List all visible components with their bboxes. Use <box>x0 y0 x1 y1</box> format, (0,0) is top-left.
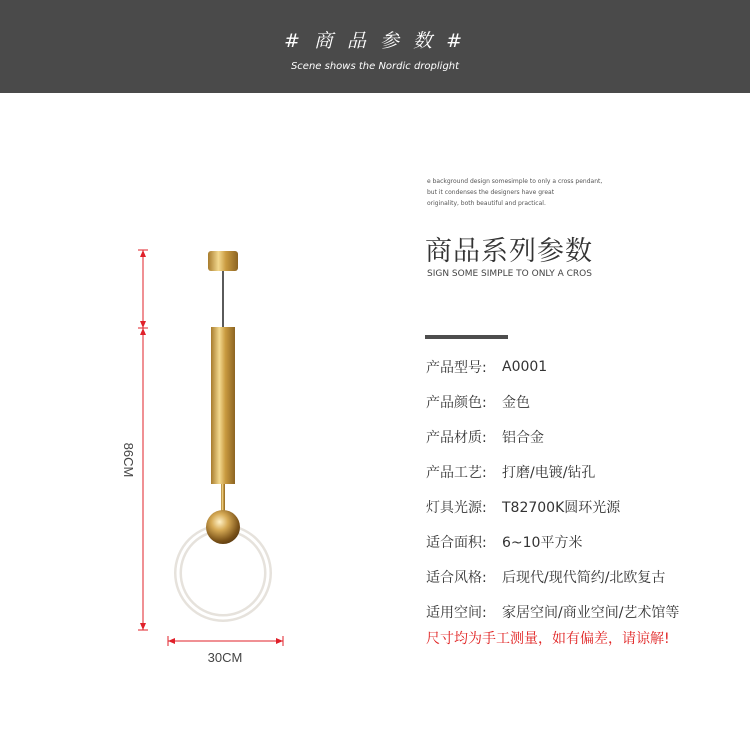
param-row-light-source <box>426 489 679 524</box>
ceiling-canopy <box>208 251 238 271</box>
param-value: 6~10平方米 <box>502 534 583 551</box>
header-subtitle: Scene shows the Nordic droplight <box>290 61 460 72</box>
series-subtitle: SIGN SOME SIMPLE TO ONLY A CROS <box>427 269 592 279</box>
param-value: 打磨/电镀/钻孔 <box>502 464 596 481</box>
gold-tube <box>211 327 235 484</box>
param-key: 适合风格: <box>426 569 487 586</box>
param-key: 产品颜色: <box>426 394 487 411</box>
param-row-color <box>426 384 679 419</box>
param-value: A0001 <box>502 358 548 375</box>
intro-line: originality, both beautiful and practical. <box>427 200 546 207</box>
param-key: 灯具光源: <box>426 499 487 516</box>
param-value: 家居空间/商业空间/艺术馆等 <box>502 604 680 621</box>
width-label: 30CM <box>207 650 243 665</box>
param-value: T82700K圆环光源 <box>502 499 621 516</box>
height-label: 86CM <box>121 442 136 478</box>
header-banner <box>0 0 750 93</box>
param-key: 产品工艺: <box>426 464 487 481</box>
gold-ball <box>206 510 240 544</box>
pendant-lamp-illustration <box>120 235 310 675</box>
lamp-diagram <box>120 235 310 675</box>
param-row-area <box>426 524 679 559</box>
intro-line: but it condenses the designers have great <box>427 189 555 196</box>
measurement-note: 尺寸均为手工测量，如有偏差，请谅解! <box>426 631 670 647</box>
intro-line: e background design somesimple to only a cross pendant, <box>427 178 603 185</box>
param-key: 产品材质: <box>426 429 487 446</box>
param-row-material <box>426 419 679 454</box>
param-list <box>426 349 679 629</box>
param-value: 后现代/现代简约/北欧复古 <box>502 569 666 586</box>
param-key: 产品型号: <box>426 359 487 376</box>
param-row-model <box>426 349 679 384</box>
param-value: 金色 <box>502 394 530 411</box>
param-key: 适合面积: <box>426 534 487 551</box>
param-row-craft <box>426 454 679 489</box>
param-key: 适用空间: <box>426 604 487 621</box>
param-value: 铝合金 <box>502 429 544 446</box>
intro-text <box>427 176 617 209</box>
header-title: # 商 品 参 数 # <box>283 30 467 52</box>
series-title: 商品系列参数 <box>425 236 593 267</box>
section-divider <box>425 335 508 339</box>
param-row-space <box>426 594 679 629</box>
param-row-style <box>426 559 679 594</box>
